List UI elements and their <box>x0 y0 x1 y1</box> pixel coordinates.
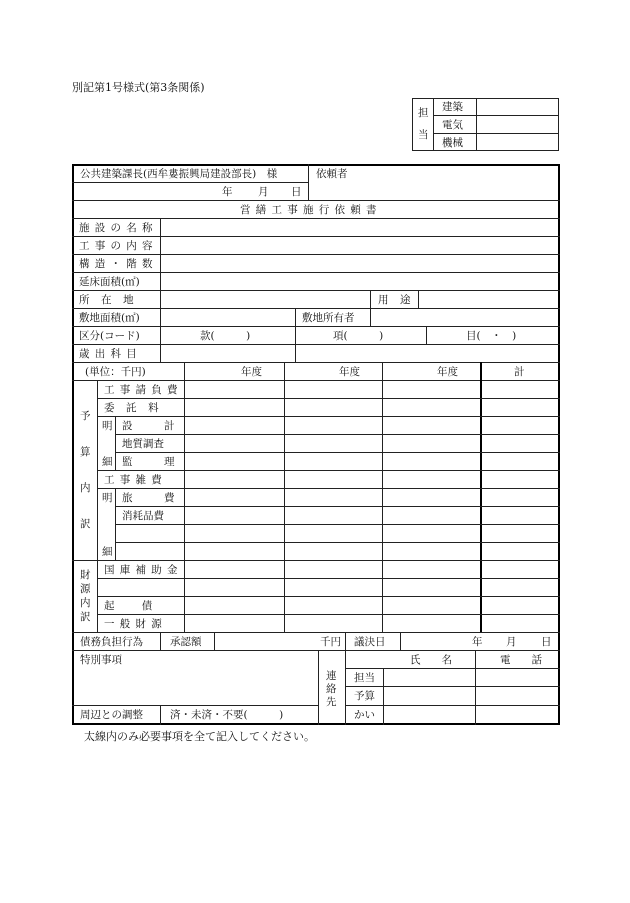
contact-char-3: 先 <box>326 696 337 708</box>
item-commission: 委託料 <box>104 402 171 414</box>
label-moku: 目( ・ ) <box>466 330 517 342</box>
budget-year-2: 年度 <box>339 366 360 378</box>
contact-char-2: 絡 <box>326 683 337 695</box>
coordination-label: 周辺との調整 <box>80 709 143 721</box>
tanto-label-top: 担 <box>418 107 429 119</box>
item-geological: 地質調査 <box>122 438 164 450</box>
debt-approved: 承認額 <box>170 636 202 648</box>
debt-month: 月 <box>506 636 517 648</box>
label-usage: 用途 <box>378 294 423 306</box>
budget-year-1: 年度 <box>241 366 262 378</box>
zaigen-char-4: 訳 <box>80 611 91 623</box>
special-label: 特別事項 <box>80 654 122 666</box>
addressee: 公共建築課長(西牟婁振興局建設部長) 様 <box>80 168 278 180</box>
label-floor-area: 延床面積(㎡) <box>79 276 140 288</box>
tanto-label-bottom: 当 <box>418 129 429 141</box>
contact-phone-header: 電 話 <box>500 654 548 666</box>
item-consumables: 消耗品費 <box>122 510 164 522</box>
zaigen-char-1: 財 <box>80 569 91 581</box>
budget-year-3: 年度 <box>437 366 458 378</box>
budget-total: 計 <box>514 366 525 378</box>
meisai1-char-2: 細 <box>102 456 113 468</box>
footnote: 太線内のみ必要事項を全て記入してください。 <box>84 730 315 743</box>
item-supervision: 監理 <box>122 456 206 468</box>
debt-decision-date: 議決日 <box>354 636 386 648</box>
form-number-title: 別記第1号様式(第3条関係) <box>72 81 205 94</box>
funding-general: 一般財源 <box>104 618 167 630</box>
tanto-kikai: 機械 <box>442 137 463 149</box>
label-kan: 款( ) <box>200 330 251 342</box>
zaigen-char-3: 内 <box>80 597 91 609</box>
debt-day: 日 <box>541 636 552 648</box>
funding-bond: 起 債 <box>104 600 155 612</box>
yosan-char-1: 予 <box>80 410 91 422</box>
contact-tanto: 担当 <box>354 672 375 684</box>
contact-name-header: 氏 名 <box>410 654 458 666</box>
item-construction-contract: 工事請負費 <box>104 384 183 396</box>
coordination-value: 済・未済・不要( ) <box>170 709 284 721</box>
item-travel: 旅費 <box>122 492 206 504</box>
label-facility-name: 施設の名称 <box>79 222 158 234</box>
contact-yosan: 予算 <box>354 690 375 702</box>
label-location: 所在地 <box>79 294 146 306</box>
item-design: 設計 <box>122 420 206 432</box>
contact-kai: かい <box>354 709 375 721</box>
budget-unit: (単位：千円) <box>85 366 146 378</box>
debt-year: 年 <box>472 636 483 648</box>
funding-national-subsidy: 国庫補助金 <box>104 564 183 576</box>
label-site-area: 敷地面積(㎡) <box>79 312 140 324</box>
yosan-char-4: 訳 <box>80 518 91 530</box>
label-work-content: 工事の内容 <box>79 240 158 252</box>
debt-unit: 千円 <box>320 636 341 648</box>
contact-char-1: 連 <box>326 670 337 682</box>
debt-label: 債務負担行為 <box>80 636 143 648</box>
requester-label: 依頼者 <box>316 168 348 180</box>
label-structure-floors: 構造・階数 <box>79 258 158 270</box>
label-site-owner: 敷地所有者 <box>302 312 355 324</box>
yosan-char-2: 算 <box>80 446 91 458</box>
date-year: 年 <box>222 186 233 198</box>
document-title: 営繕工事施行依頼書 <box>240 204 382 216</box>
label-category-code: 区分(コード) <box>79 330 140 342</box>
date-day: 日 <box>291 186 302 198</box>
zaigen-char-2: 源 <box>80 583 91 595</box>
meisai2-char-2: 細 <box>102 546 113 558</box>
item-misc: 工事雑費 <box>104 474 167 486</box>
meisai1-char-1: 明 <box>102 420 113 432</box>
date-month: 月 <box>258 186 269 198</box>
label-kou: 項( ) <box>333 330 384 342</box>
tanto-denki: 電気 <box>442 119 463 131</box>
tanto-kenchiku: 建築 <box>442 101 463 113</box>
label-expenditure: 歳出科目 <box>79 348 142 360</box>
yosan-char-3: 内 <box>80 482 91 494</box>
meisai2-char-1: 明 <box>102 492 113 504</box>
